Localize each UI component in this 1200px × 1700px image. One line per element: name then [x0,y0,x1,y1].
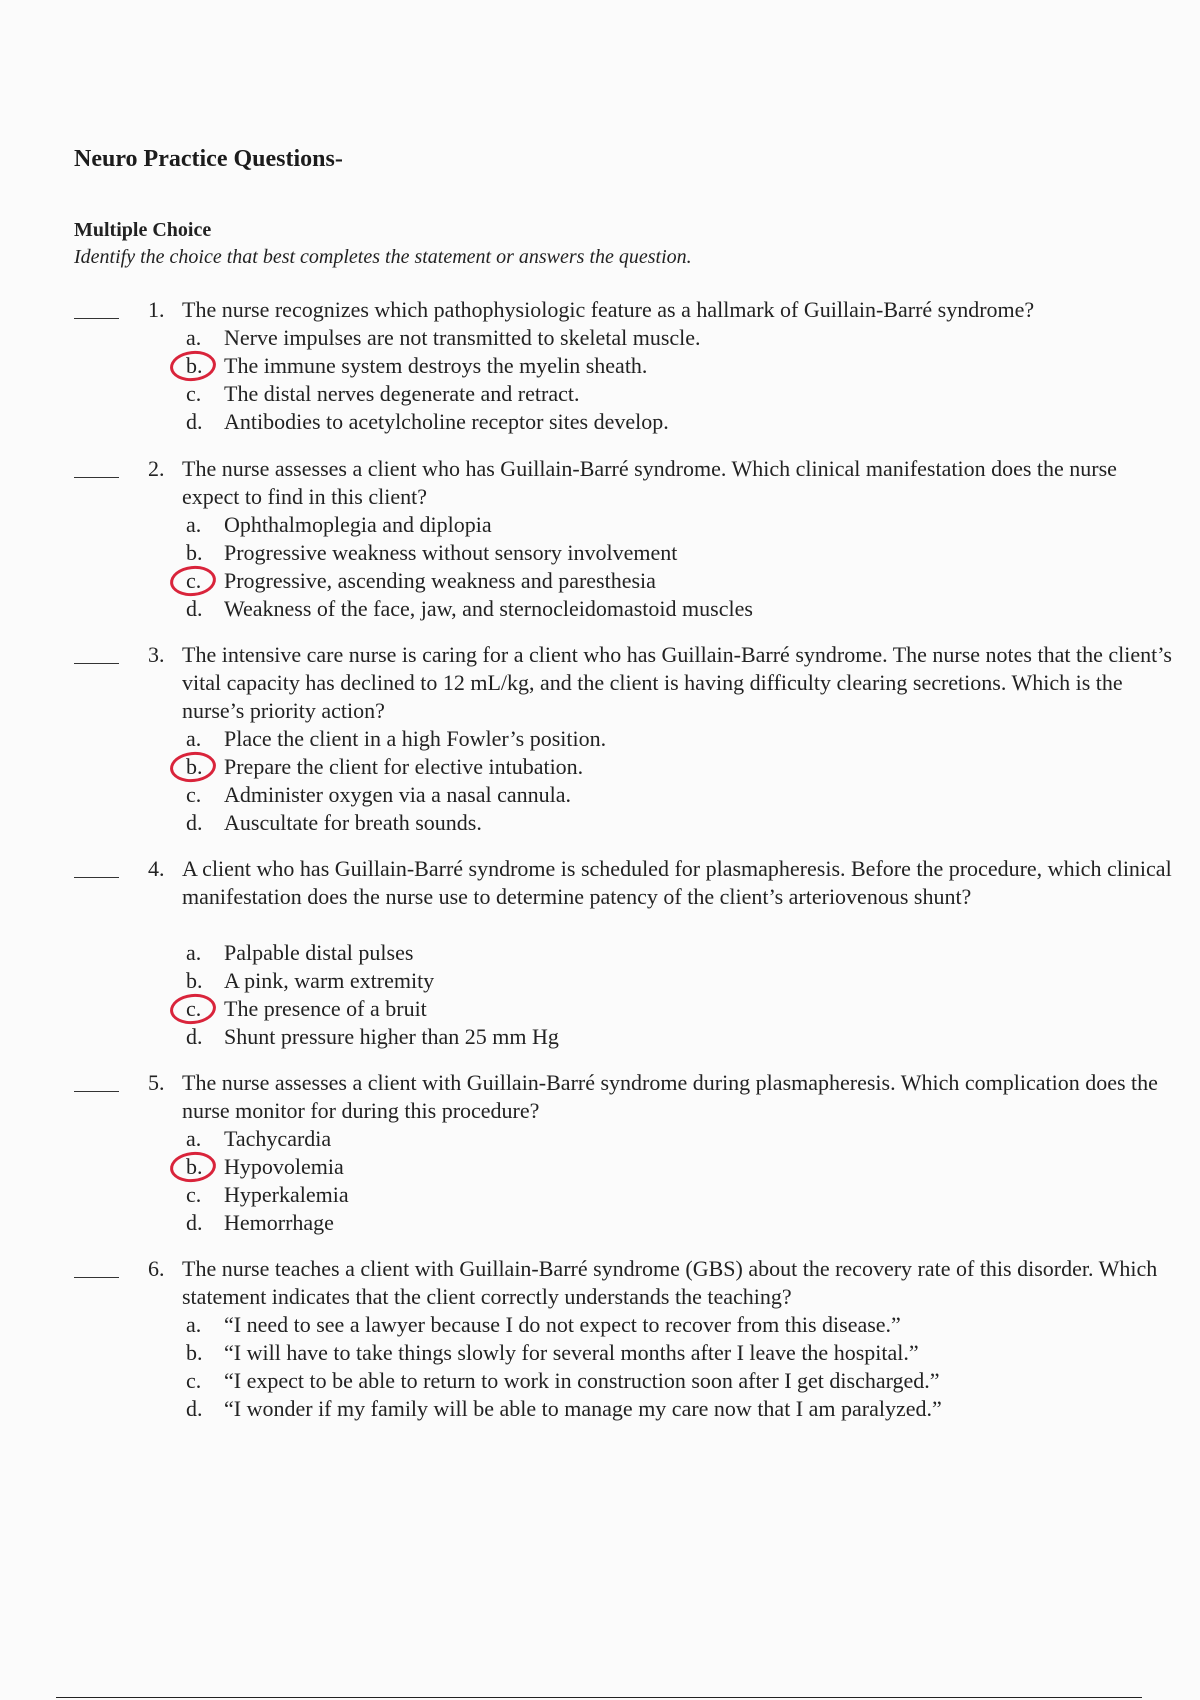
choice-text: Hypovolemia [224,1154,344,1179]
question-number: 5. [148,1070,165,1095]
page-title: Neuro Practice Questions- [74,146,343,172]
choice-text: Auscultate for breath sounds. [224,810,482,835]
answer-blank[interactable] [74,641,119,664]
choice-list [186,324,1146,436]
choice-letter: c. [186,996,202,1021]
choice-letter: c. [186,782,202,807]
choice-a[interactable] [186,511,1146,539]
choice-text: Nerve impulses are not transmitted to skeletal muscle. [224,325,701,350]
choice-text: Ophthalmoplegia and diplopia [224,512,492,537]
page-bottom-rule [56,1697,1142,1698]
question-number: 3. [148,642,165,667]
choice-list [186,1125,1146,1237]
instructions-text: Identify the choice that best completes the statement or answers the question. [74,246,692,268]
answer-blank[interactable] [74,455,119,478]
choice-list [186,725,1146,837]
choice-letter: d. [186,1210,203,1235]
choice-letter: d. [186,1396,203,1421]
answer-blank[interactable] [74,1255,119,1278]
choice-d[interactable] [186,809,1146,837]
question-number: 6. [148,1256,165,1281]
choice-letter: b. [186,754,203,779]
choice-text: “I expect to be able to return to work in construction soon after I get discharged.” [224,1368,940,1393]
choice-b[interactable] [186,967,1146,995]
choice-letter: d. [186,810,203,835]
choice-b[interactable] [186,352,1146,380]
choice-letter: b. [186,968,203,993]
choice-letter: a. [186,512,202,537]
choice-text: “I need to see a lawyer because I do not expect to recover from this disease.” [224,1312,901,1337]
question-text: The nurse recognizes which pathophysiologic feature as a hallmark of Guillain-Barré syndrome? [182,297,1035,322]
choice-c[interactable] [186,781,1146,809]
choice-c[interactable] [186,567,1146,595]
question-text: The nurse teaches a client with Guillain-Barré syndrome (GBS) about the recovery rate of this disorder. Which statement indicates that the client correctly understands the teaching? [182,1256,1158,1309]
choice-d[interactable] [186,595,1146,623]
choice-text: Weakness of the face, jaw, and sternocleidomastoid muscles [224,596,753,621]
choice-text: The immune system destroys the myelin sheath. [224,353,648,378]
choice-a[interactable] [186,1311,1146,1339]
choice-text: The distal nerves degenerate and retract. [224,381,580,406]
choice-b[interactable] [186,539,1146,567]
choice-letter: b. [186,353,203,378]
choice-a[interactable] [186,939,1146,967]
choice-list [186,511,1146,623]
choice-text: Antibodies to acetylcholine receptor sites develop. [224,409,669,434]
question-number: 1. [148,297,165,322]
choice-b[interactable] [186,1339,1146,1367]
choice-text: Shunt pressure higher than 25 mm Hg [224,1024,559,1049]
choice-letter: a. [186,726,202,751]
choice-text: The presence of a bruit [224,996,427,1021]
choice-a[interactable] [186,725,1146,753]
choice-d[interactable] [186,1395,1146,1423]
choice-b[interactable] [186,1153,1146,1181]
choice-c[interactable] [186,1181,1146,1209]
choice-c[interactable] [186,995,1146,1023]
choice-d[interactable] [186,1023,1146,1051]
question-text: The intensive care nurse is caring for a client who has Guillain-Barré syndrome. The nurse notes that the client’s vital capacity has declined to 12 mL/kg, and the client is having difficulty clearing secretions. Which is the nurse’s priority action? [182,642,1172,723]
choice-letter: b. [186,1340,203,1365]
choice-letter: c. [186,381,202,406]
choice-letter: c. [186,1368,202,1393]
choice-letter: c. [186,1182,202,1207]
section-heading: Multiple Choice [74,219,212,241]
choice-letter: b. [186,540,203,565]
choice-b[interactable] [186,753,1146,781]
choice-text: Palpable distal pulses [224,940,414,965]
choice-letter: a. [186,1126,202,1151]
choice-text: Progressive weakness without sensory involvement [224,540,678,565]
choice-letter: c. [186,568,202,593]
answer-blank[interactable] [74,855,119,878]
question-number: 4. [148,856,165,881]
question-number: 2. [148,456,165,481]
choice-list [186,939,1146,1051]
choice-a[interactable] [186,1125,1146,1153]
answer-blank[interactable] [74,1069,119,1092]
question-text: The nurse assesses a client who has Guillain-Barré syndrome. Which clinical manifestation does the nurse expect to find in this client? [182,456,1117,509]
choice-text: Hemorrhage [224,1210,334,1235]
choice-letter: a. [186,325,202,350]
choice-text: Progressive, ascending weakness and paresthesia [224,568,656,593]
choice-d[interactable] [186,1209,1146,1237]
choice-letter: b. [186,1154,203,1179]
choice-c[interactable] [186,1367,1146,1395]
choice-text: Tachycardia [224,1126,332,1151]
choice-d[interactable] [186,408,1146,436]
choice-letter: a. [186,1312,202,1337]
choice-c[interactable] [186,380,1146,408]
choice-text: Place the client in a high Fowler’s position. [224,726,607,751]
choice-text: “I will have to take things slowly for several months after I leave the hospital.” [224,1340,919,1365]
question-text: The nurse assesses a client with Guillain-Barré syndrome during plasmapheresis. Which complication does the nurse monitor for during this procedure? [182,1070,1158,1123]
choice-text: Administer oxygen via a nasal cannula. [224,782,572,807]
choice-list [186,1311,1146,1423]
question-text: A client who has Guillain-Barré syndrome is scheduled for plasmapheresis. Before the procedure, which clinical manifestation does the nurse use to determine patency of the client’s arteriovenous shunt? [182,856,1172,909]
choice-a[interactable] [186,324,1146,352]
choice-letter: d. [186,1024,203,1049]
choice-text: Prepare the client for elective intubation. [224,754,584,779]
choice-text: Hyperkalemia [224,1182,349,1207]
choice-letter: a. [186,940,202,965]
choice-letter: d. [186,409,203,434]
choice-text: “I wonder if my family will be able to manage my care now that I am paralyzed.” [224,1396,942,1421]
choice-letter: d. [186,596,203,621]
answer-blank[interactable] [74,296,119,319]
choice-text: A pink, warm extremity [224,968,435,993]
